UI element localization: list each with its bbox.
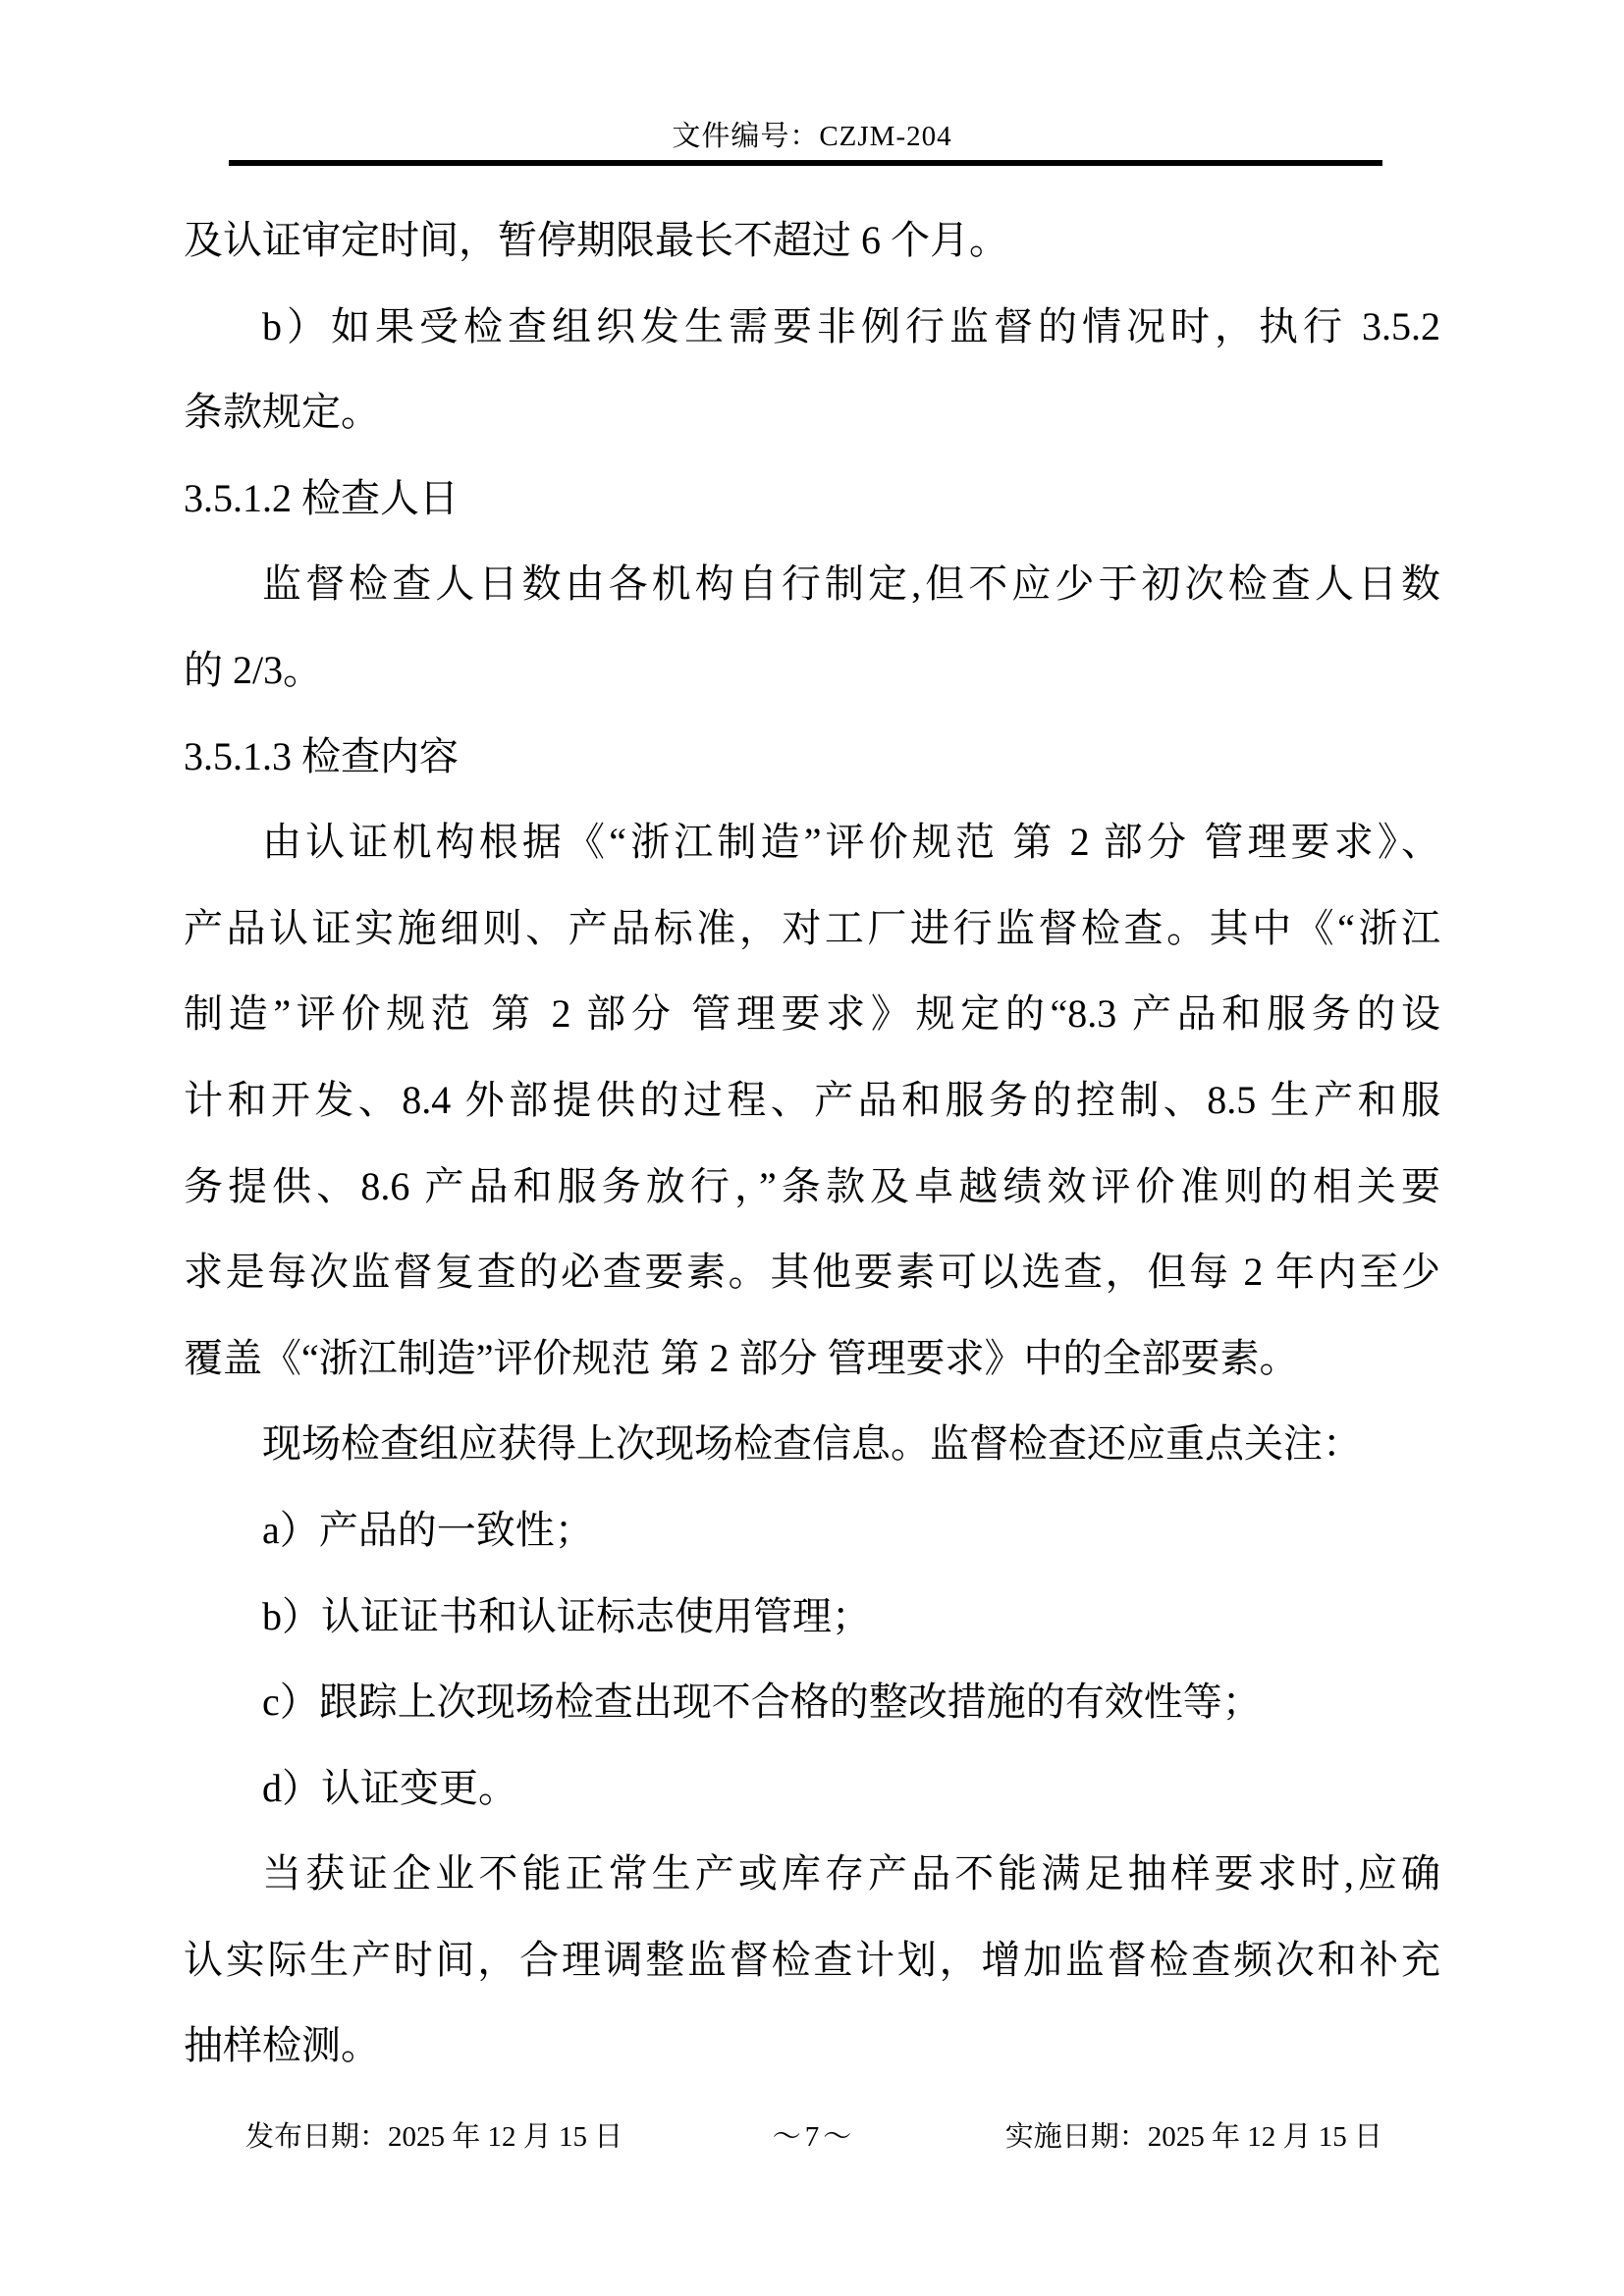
document-body [184, 197, 1440, 2089]
text-line: 3.5.1.2 检查人日 [184, 475, 459, 520]
text-line: 认实际生产时间，合理调整监督检查计划，增加监督检查频次和补充 [184, 1937, 1440, 1982]
release-date-label: 发布日期：2025 年 12 月 15 日 [245, 2120, 623, 2153]
text-line: 务提供、8.6 产品和服务放行，”条款及卓越绩效评价准则的相关要 [184, 1163, 1440, 1208]
text-line: 当获证企业不能正常生产或库存产品不能满足抽样要求时,应确 [262, 1851, 1440, 1896]
text-line: 制造”评价规范 第 2 部分 管理要求》规定的“8.3 产品和服务的设 [184, 991, 1440, 1037]
text-line: b）如果受检查组织发生需要非例行监督的情况时，执行 3.5.2 [262, 303, 1440, 348]
page-number: ～7～ [772, 2120, 856, 2153]
text-line: 覆盖《“浙江制造”评价规范 第 2 部分 管理要求》中的全部要素。 [184, 1335, 1299, 1380]
text-line: 由认证机构根据《“浙江制造”评价规范 第 2 部分 管理要求》、 [262, 820, 1440, 865]
text-line: b）认证证书和认证标志使用管理； [262, 1593, 871, 1638]
implementation-date-label: 实施日期：2025 年 12 月 15 日 [1004, 2120, 1382, 2153]
text-line: 计和开发、8.4 外部提供的过程、产品和服务的控制、8.5 生产和服 [184, 1077, 1440, 1122]
text-line: 抽样检测。 [184, 2023, 380, 2068]
text-line: 现场检查组应获得上次现场检查信息。监督检查还应重点关注： [262, 1421, 1362, 1467]
text-line: c）跟踪上次现场检查出现不合格的整改措施的有效性等； [262, 1680, 1262, 1725]
text-line: a）产品的一致性； [262, 1507, 594, 1552]
text-line: 的 2/3。 [184, 647, 323, 692]
text-line: d）认证变更。 [262, 1765, 517, 1810]
doc-number-label: 文件编号：CZJM-204 [672, 121, 952, 152]
page-header [0, 114, 1624, 154]
text-line: 产品认证实施细则、产品标准，对工厂进行监督检查。其中《“浙江 [184, 905, 1440, 950]
page-footer [245, 2110, 1382, 2158]
text-line: 条款规定。 [184, 390, 380, 435]
text-line: 求是每次监督复查的必查要素。其他要素可以选查，但每 2 年内至少 [184, 1250, 1440, 1295]
text-line: 及认证审定时间，暂停期限最长不超过 6 个月。 [184, 218, 1008, 262]
text-line: 监督检查人日数由各机构自行制定,但不应少于初次检查人日数 [262, 561, 1440, 607]
header-rule [229, 160, 1382, 166]
text-line: 3.5.1.3 检查内容 [184, 733, 459, 778]
